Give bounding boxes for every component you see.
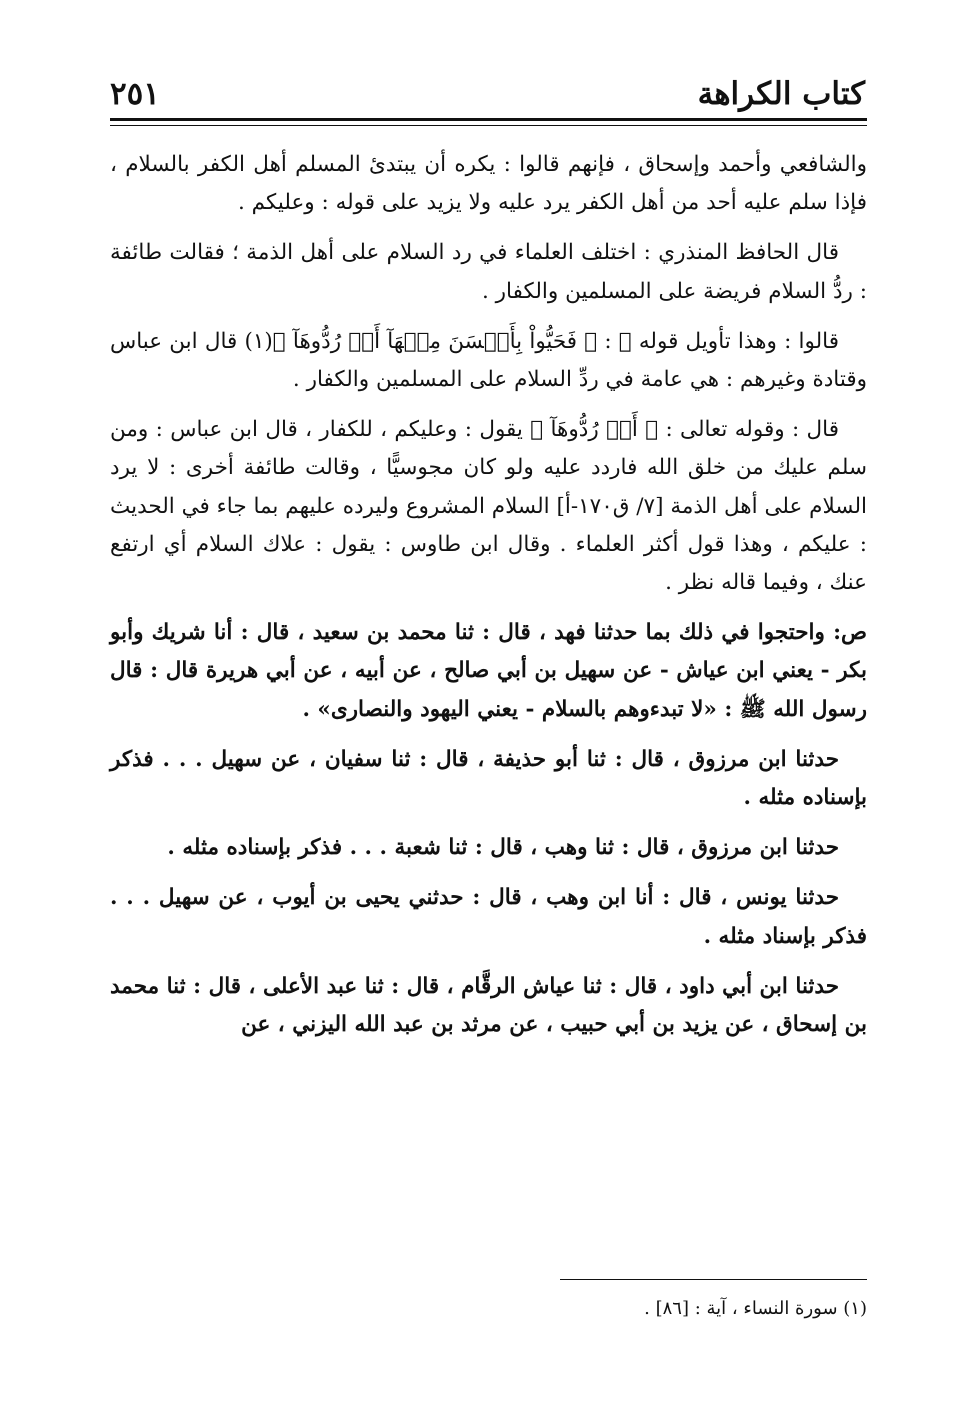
paragraph-2: قال الحافظ المنذري : اختلف العلماء في رد السلام على أهل الذمة ؛ فقالت طائفة : ردُّ السلام فريضة على المسلمين والكفار . — [110, 240, 867, 304]
paragraph-9: حدثنا ابن أبي داود ، قال : ثنا عياش الرقَّام ، قال : ثنا عبد الأعلى ، قال : ثنا محمد بن إسحاق ، عن يزيد بن أبي حبيب ، عن مرثد بن عبد الله اليزني ، عن — [110, 973, 867, 1038]
paragraph-3: قالوا : وهذا تأويل قوله ﷺ : ﴿ فَحَيُّواْ بِأَحۡسَنَ مِنۡهَآ أَوۡ رُدُّوهَآ ﴾(١) قال ابن عباس وقتادة وغيرهم : هي عامة في ردِّ السلام على المسلمين والكفار . — [110, 328, 867, 393]
page-header — [110, 74, 865, 124]
paragraph-5: ص: واحتجوا في ذلك بما حدثنا فهد ، قال : ثنا محمد بن سعيد ، قال : أنا شريك وأبو بكر - يعني ابن عياش - عن سهيل بن أبي صالح ، عن أبيه ، عن أبي هريرة قال : قال رسول الله ﷺ : «لا تبدءوهم بالسلام - يعني اليهود والنصارى» . — [110, 620, 867, 722]
paragraph-1: والشافعي وأحمد وإسحاق ، فإنهم قالوا : يكره أن يبتدئ المسلم أهل الكفر بالسلام ، فإذا سلم عليه أحد من أهل الكفر يرد عليه ولا يزيد على قوله : وعليكم . — [110, 152, 867, 216]
header-rule-thick — [110, 118, 867, 121]
paragraph-6: حدثنا ابن مرزوق ، قال : ثنا أبو حذيفة ، قال : ثنا سفيان ، عن سهيل . . . فذكر بإسناده مثله . — [110, 746, 867, 811]
footnote-rule — [560, 1279, 867, 1280]
footnote: (١) سورة النساء ، آية : [٨٦] . — [644, 1298, 867, 1319]
header-rule-thin — [110, 125, 867, 126]
paragraph-7: حدثنا ابن مرزوق ، قال : ثنا وهب ، قال : ثنا شعبة . . . فذكر بإسناده مثله . — [167, 835, 839, 861]
running-title: كتاب الكراهة — [697, 76, 865, 112]
paragraph-4: قال : وقوله تعالى : ﴿ أَوۡ رُدُّوهَآ ﴾ يقول : وعليكم ، للكفار ، قال ابن عباس : ومن سلم عليك من خلق الله فاردد عليه ولو كان مجوسيًّا ، وقالت طائفة أخرى : لا يرد السلام على أهل الذمة [٧/ ق١٧٠-أ] السلام المشروع وليرده عليهم بما جاء في الحديث : عليكم ، وهذا قول أكثر العلماء . وقال ابن طاوس : يقول : علاك السلام أي ارتفع عنك ، وفيما قاله نظر . — [110, 417, 868, 596]
page-body — [110, 146, 867, 1056]
paragraph-8: حدثنا يونس ، قال : أنا ابن وهب ، قال : حدثني يحيى بن أيوب ، عن سهيل . . . فذكر بإسناد مثله . — [110, 885, 867, 949]
page-number: ٢٥١ — [110, 76, 160, 112]
